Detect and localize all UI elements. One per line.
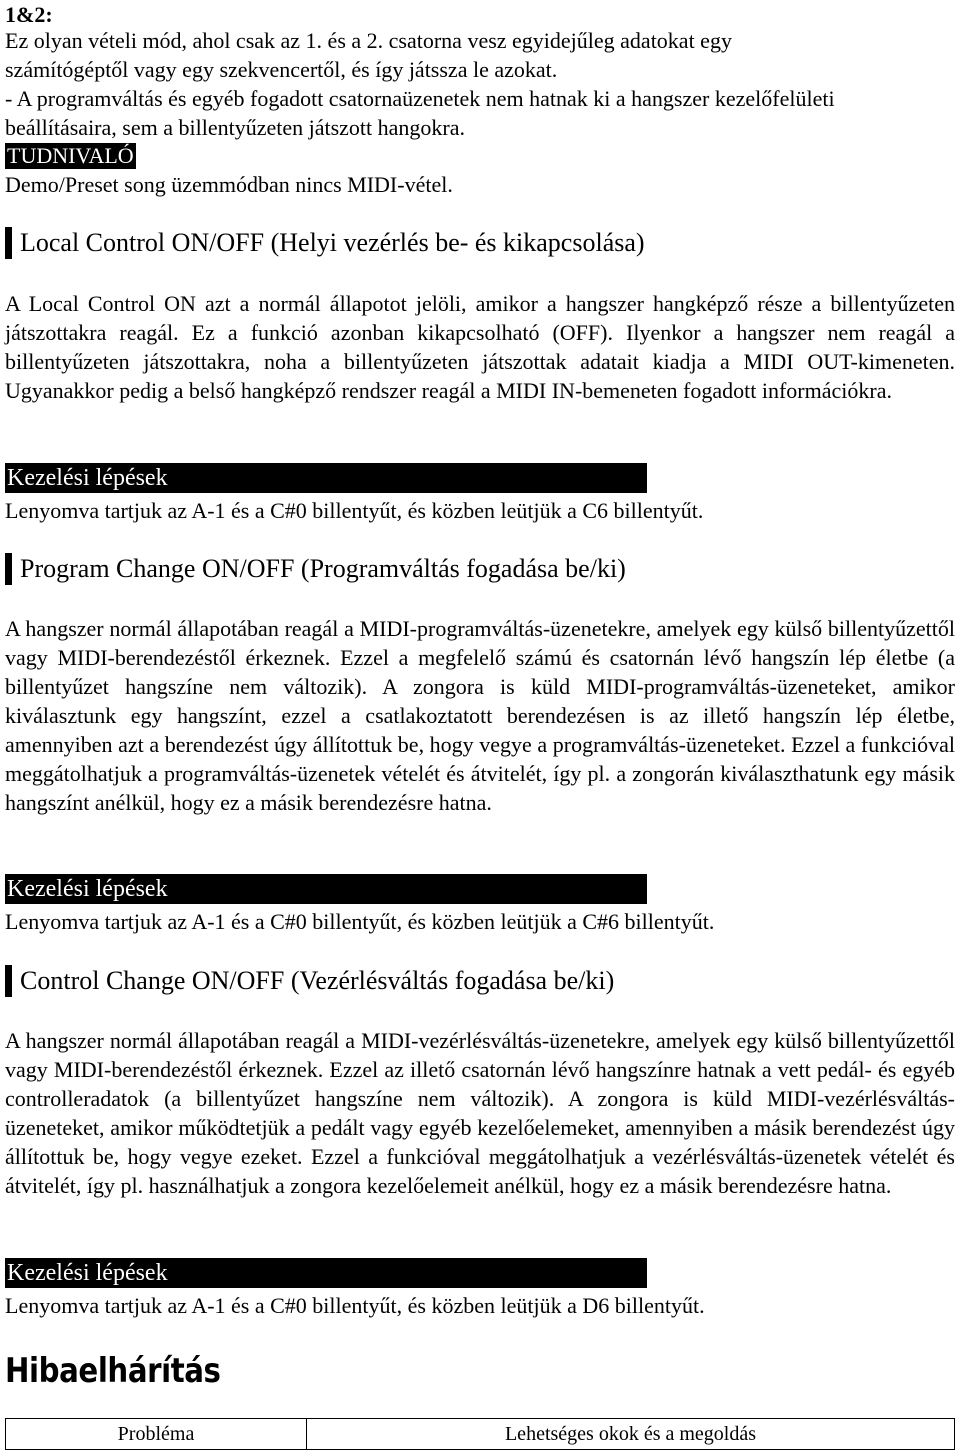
section-heading: [5, 226, 645, 260]
section-heading: [5, 552, 626, 586]
steps-text: Lenyomva tartjuk az A-1 és a C#0 billentyűt, és közben leütjük a D6 billentyűt.: [5, 1293, 705, 1318]
notice-text: Demo/Preset song üzemmódban nincs MIDI-vétel.: [5, 172, 453, 197]
heading-marker: [5, 227, 12, 259]
intro-line: Ez olyan vételi mód, ahol csak az 1. és a 2. csatorna vesz egyidejűleg adatokat egy: [5, 28, 732, 53]
section-heading-text: Program Change ON/OFF (Programváltás fogadása be/ki): [20, 554, 626, 583]
column-header-problem: Probléma: [6, 1419, 307, 1450]
section-heading: [5, 964, 614, 998]
heading-marker: [5, 965, 12, 997]
section-heading-text: Local Control ON/OFF (Helyi vezérlés be- és kikapcsolása): [20, 228, 645, 257]
heading-marker: [5, 553, 12, 585]
section-heading-text: Control Change ON/OFF (Vezérlésváltás fogadása be/ki): [20, 966, 615, 995]
section-body: A hangszer normál állapotában reagál a MIDI-programváltás-üzenetekre, amelyek egy külső billentyűzettől vagy MIDI-berendezéstől érkeznek. Ezzel a megfelelő számú és csatornán lévő hangszín lép életbe (a billentyűzet hangszíne nem változik). A zongora is küld MIDI-programváltás-üzeneteket, amikor kiválasztunk egy hangszínt, ezzel a csatlakoztatott berendezésen is az illető hangszín lép életbe, amennyiben azt a berendezést úgy állítottuk be, hogy vegye a programváltás-üzeneteket. Ezzel a funkcióval meggátolhatjuk a programváltás-üzenetek vételét és átvitelét, így pl. a zongorán kiválaszthatunk egy másik hangszínt anélkül, hogy ez a másik berendezésre hatna.: [5, 616, 955, 815]
section-body: A Local Control ON azt a normál állapotot jelöli, amikor a hangszer hangképző része a billentyűzeten játszottakra reagál. Ez a funkció azonban kikapcsolható (OFF). Ilyenkor a hangszer nem reagál a billentyűzeten játszottakra, noha a billentyűzeten játszottak adatait kiadja a MIDI OUT-kimeneten. Ugyanakkor pedig a belső hangképző rendszer reagál a MIDI IN-bemeneten fogadott információkra.: [5, 291, 955, 403]
column-header-solution: Lehetséges okok és a megoldás: [307, 1419, 955, 1450]
steps-label: Kezelési lépések: [5, 1258, 647, 1288]
steps-label: Kezelési lépések: [5, 463, 647, 493]
notice-label: TUDNIVALÓ: [7, 143, 134, 168]
steps-text: Lenyomva tartjuk az A-1 és a C#0 billentyűt, és közben leütjük a C6 billentyűt.: [5, 498, 704, 523]
steps-text: Lenyomva tartjuk az A-1 és a C#0 billentyűt, és közben leütjük a C#6 billentyűt.: [5, 909, 715, 934]
steps-label: Kezelési lépések: [5, 874, 647, 904]
section-body: A hangszer normál állapotában reagál a MIDI-vezérlésváltás-üzenetekre, amelyek egy külső billentyűzettől vagy MIDI-berendezéstől érkeznek. Ezzel az illető csatornán lévő hangszínre hatnak a vett pedál- és egyéb controlleradatok (a billentyűzet hangszíne nem változik). A zongora is küld MIDI-vezérlésváltás-üzeneteket, amikor működtetjük a pedált vagy egyéb kezelőelemeket, amennyiben a másik berendezést úgy állítottuk be, hogy vegye ezeket. Ezzel a funkcióval meggátolhatjuk a vezérlésváltás-üzenetek vételét és átvitelét, így pl. használhatjuk a zongora kezelőelemeit anélkül, hogy ez a másik berendezésre hatna.: [5, 1028, 955, 1198]
mode-title: 1&2:: [5, 2, 53, 27]
troubleshooting-title: Hibaelhárítás: [5, 1351, 221, 1391]
table-header-row: [6, 1419, 955, 1450]
troubleshooting-table: [5, 1418, 955, 1450]
intro-line: beállításaira, sem a billentyűzeten játszott hangokra.: [5, 115, 465, 140]
intro-line: - A programváltás és egyéb fogadott csatornaüzenetek nem hatnak ki a hangszer kezelőfelületi: [5, 86, 835, 111]
intro-line: számítógéptől vagy egy szekvencertől, és így játssza le azokat.: [5, 57, 558, 82]
